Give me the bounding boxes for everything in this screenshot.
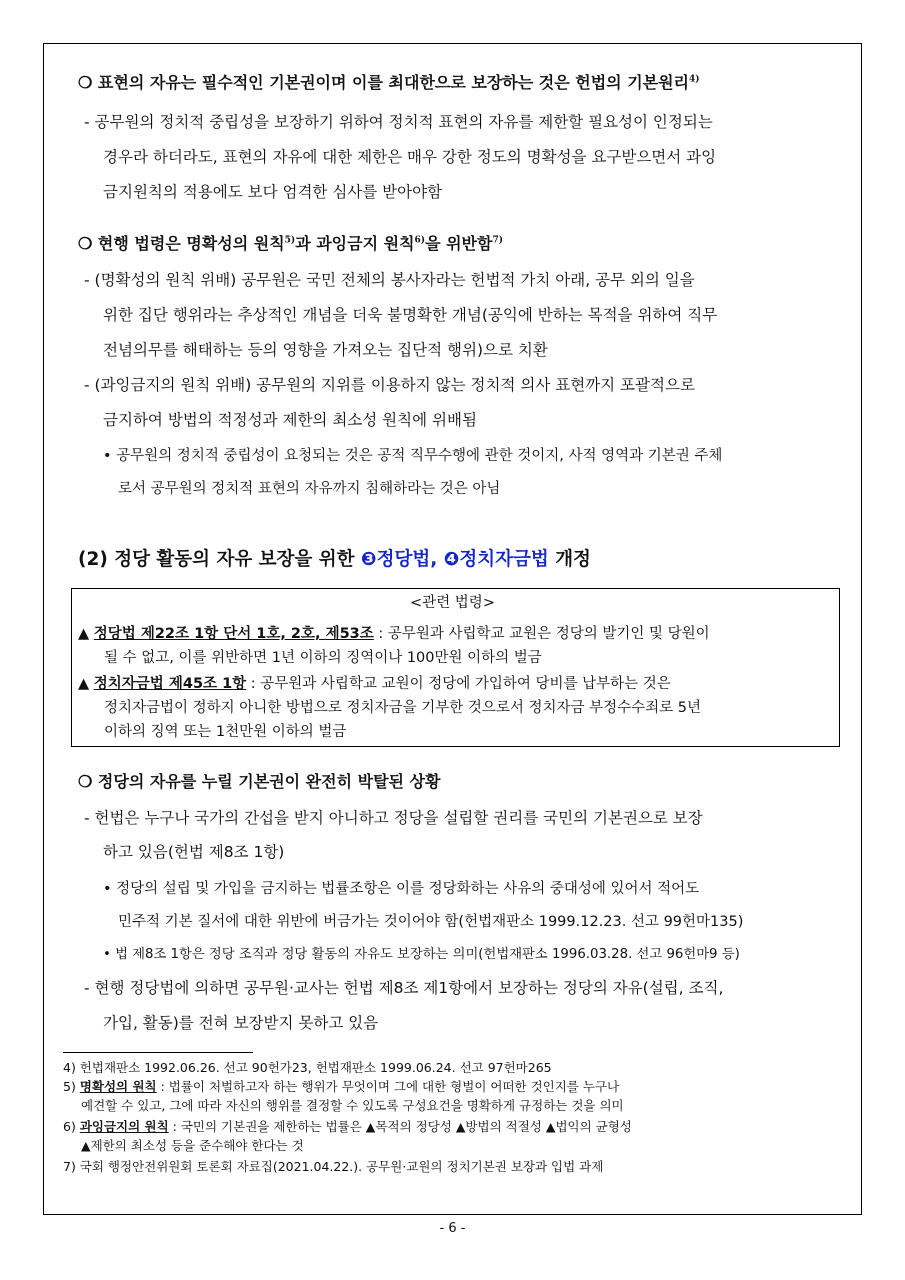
triangle-bullet-icon: ▲ xyxy=(78,676,90,692)
heading-current-law-violation: ❍ 현행 법령은 명확성의 원칙$^{5)}$과 과잉금지 원칙$^{6)}$을 위반함$^{7)}$ xyxy=(78,234,503,253)
s2-line-4: - (과잉금지의 원칙 위배) 공무원의 지위를 이용하지 않는 정치적 의사 표현까지 포괄적으로 xyxy=(84,376,695,394)
law-item-funds-line3: 이하의 징역 또는 1천만원 이하의 벌금 xyxy=(104,724,347,740)
footnote-4: 4) 헌법재판소 1992.06.26. 선고 90헌가23, 헌법재판소 1999.06.24. 선고 97헌마265 xyxy=(63,1060,552,1075)
section-heading-party-freedom: (2) 정당 활동의 자유 보장을 위한 ❸정당법, ❹정치자금법 개정 xyxy=(78,549,591,570)
s3-line-3: - 현행 정당법에 의하면 공무원·교사는 헌법 제8조 제1항에서 보장하는 정당의 자유(설립, 조직, xyxy=(84,979,724,997)
law-item-political-funds-act: ▲ 정치자금법 제45조 1항 : 공무원과 사립학교 교원이 정당에 가입하여 당비를 납부하는 것은 xyxy=(78,676,671,692)
heading-freedom-of-expression: ❍ 표현의 자유는 필수적인 기본권이며 이를 최대한으로 보장하는 것은 헌법의 기본원리$^{4)}$ xyxy=(78,73,700,92)
law-item-funds-line2: 정치자금법이 정하지 아니한 방법으로 정치자금을 기부한 것으로서 정치자금 부정수수죄로 5년 xyxy=(104,700,701,716)
s1-line-3: 금지원칙의 적용에도 보다 엄격한 심사를 받아야함 xyxy=(103,183,443,201)
number-3-icon: ❸ xyxy=(360,549,377,570)
circle-bullet-icon: ❍ xyxy=(78,234,93,253)
s3-line-4: 가입, 활동)를 전혀 보장받지 못하고 있음 xyxy=(103,1014,379,1032)
page-number: - 6 - xyxy=(439,1221,466,1236)
footnote-5: 5) 명확성의 원칙 : 법률이 처벌하고자 하는 행위가 무엇이며 그에 대한 형벌이 어떠한 것인지를 누구나 xyxy=(63,1079,620,1094)
circle-bullet-icon: ❍ xyxy=(78,772,93,791)
triangle-bullet-icon: ▲ xyxy=(78,626,90,642)
footnote-separator xyxy=(63,1052,253,1053)
s1-line-2: 경우라 하더라도, 표현의 자유에 대한 제한은 매우 강한 정도의 명확성을 요구받으면서 과잉 xyxy=(103,148,717,166)
s2-line-1: - (명확성의 원칙 위배) 공무원은 국민 전체의 봉사자라는 헌법적 가치 아래, 공무 외의 일을 xyxy=(84,271,695,289)
footnote-6: 6) 과잉금지의 원칙 : 국민의 기본권을 제한하는 법률은 ▲목적의 정당성 ▲방법의 적절성 ▲법익의 균형성 xyxy=(63,1119,632,1134)
heading-party-freedom-deprived: ❍ 정당의 자유를 누릴 기본권이 완전히 박탈된 상황 xyxy=(78,772,441,791)
s2-line-2: 위한 집단 행위라는 추상적인 개념을 더욱 불명확한 개념(공익에 반하는 목적을 위하여 직무 xyxy=(103,306,718,324)
footnote-7: 7) 국회 행정안전위원회 토론회 자료집(2021.04.22.). 공무원·교원의 정치기본권 보장과 입법 과제 xyxy=(63,1159,604,1174)
s3-line-2: 하고 있음(헌법 제8조 1항) xyxy=(103,843,285,861)
s3-subline-1: • 정당의 설립 및 가입을 금지하는 법률조항은 이를 정당화하는 사유의 중대성에 있어서 적어도 xyxy=(103,881,700,897)
s1-line-1: - 공무원의 정치적 중립성을 보장하기 위하여 정치적 표현의 자유를 제한할 필요성이 인정되는 xyxy=(84,113,713,131)
s3-subline-2: 민주적 기본 질서에 대한 위반에 버금가는 것이어야 함(헌법재판소 1999.12.23. 선고 99헌마135) xyxy=(118,914,744,930)
footnote-5-line2: 예견할 수 있고, 그에 따라 자신의 행위를 결정할 수 있도록 구성요건을 명확하게 규정하는 것을 의미 xyxy=(81,1098,624,1113)
circle-bullet-icon: ❍ xyxy=(78,73,93,92)
s2-line-5: 금지하여 방법의 적정성과 제한의 최소성 원칙에 위배됨 xyxy=(103,411,477,429)
number-4-icon: ❹ xyxy=(443,549,460,570)
s2-line-3: 전념의무를 해태하는 등의 영향을 가져오는 집단적 행위)으로 치환 xyxy=(103,341,548,359)
law-item-party-act: ▲ 정당법 제22조 1항 단서 1호, 2호, 제53조 : 공무원과 사립학교 교원은 정당의 발기인 및 당원이 xyxy=(78,626,710,642)
footnote-6-line2: ▲제한의 최소성 등을 준수해야 한다는 것 xyxy=(81,1138,304,1153)
box-title: <관련 법령> xyxy=(410,595,495,611)
s2-subline-1: • 공무원의 정치적 중립성이 요청되는 것은 공적 직무수행에 관한 것이지, 사적 영역과 기본권 주체 xyxy=(103,448,723,464)
s3-subline-3: • 법 제8조 1항은 정당 조직과 정당 활동의 자유도 보장하는 의미(헌법재판소 1996.03.28. 선고 96헌마9 등) xyxy=(103,947,740,962)
s2-subline-2: 로서 공무원의 정치적 표현의 자유까지 침해하라는 것은 아님 xyxy=(118,481,501,497)
s3-line-1: - 헌법은 누구나 국가의 간섭을 받지 아니하고 정당을 설립할 권리를 국민의 기본권으로 보장 xyxy=(84,809,703,827)
law-item-party-act-line2: 될 수 없고, 이를 위반하면 1년 이하의 징역이나 100만원 이하의 벌금 xyxy=(104,650,542,666)
